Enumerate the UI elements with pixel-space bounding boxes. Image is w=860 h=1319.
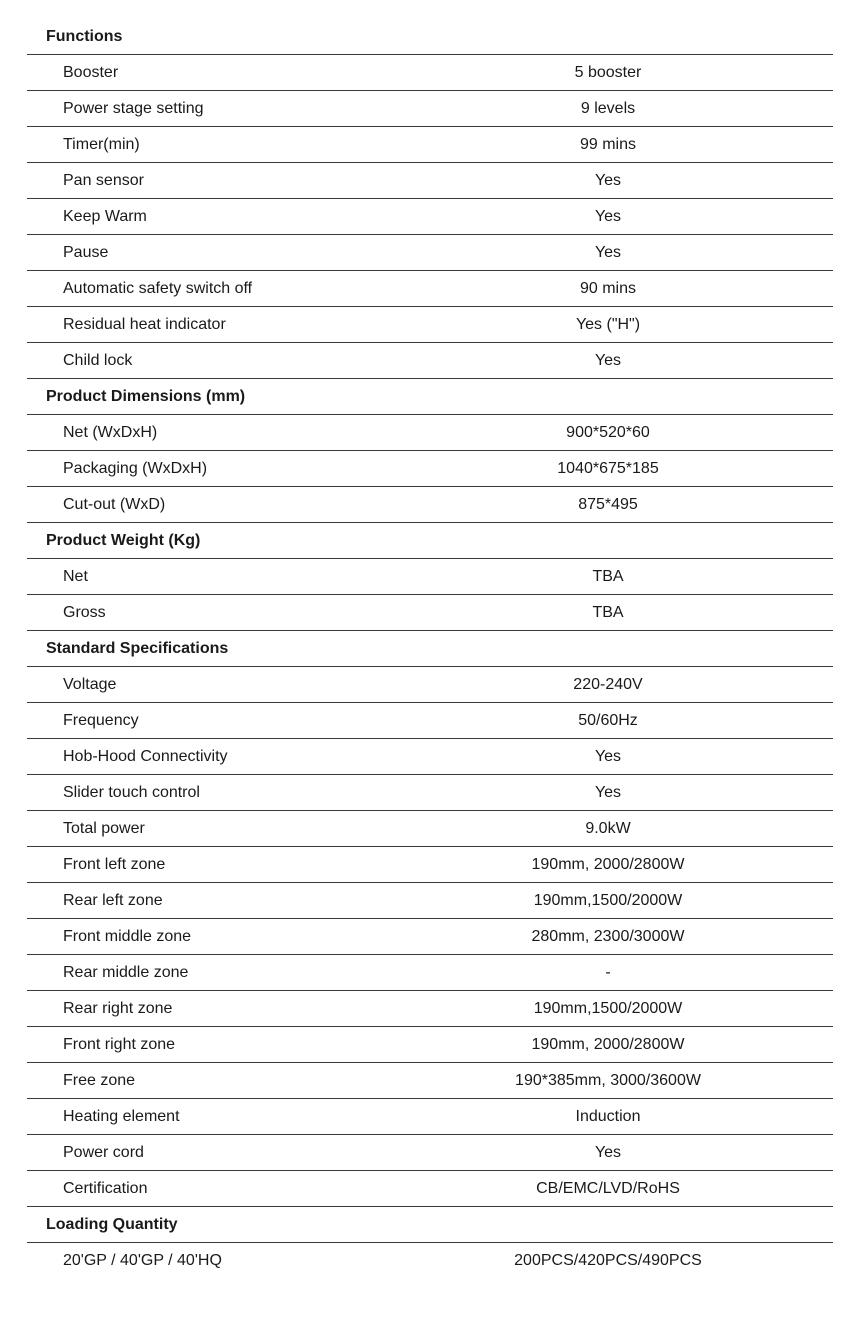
spec-row bbox=[27, 775, 833, 811]
section-header bbox=[27, 631, 833, 667]
spec-value: Yes bbox=[594, 243, 622, 261]
spec-label: Power stage setting bbox=[63, 99, 204, 117]
spec-label: Booster bbox=[63, 63, 119, 81]
spec-value: 99 mins bbox=[579, 135, 637, 153]
spec-label: Total power bbox=[63, 819, 145, 837]
spec-value: 190mm, 2000/2800W bbox=[531, 855, 685, 873]
spec-label: Hob-Hood Connectivity bbox=[63, 747, 228, 765]
spec-row bbox=[27, 1027, 833, 1063]
spec-label: Voltage bbox=[63, 675, 117, 693]
spec-value: Induction bbox=[575, 1107, 641, 1125]
spec-row bbox=[27, 559, 833, 595]
spec-value: Yes ("H") bbox=[575, 315, 641, 333]
spec-value: 220-240V bbox=[573, 675, 643, 693]
spec-row bbox=[27, 739, 833, 775]
spec-label: Cut-out (WxD) bbox=[63, 495, 166, 513]
spec-row bbox=[27, 199, 833, 235]
spec-value: 190mm,1500/2000W bbox=[533, 891, 683, 909]
section-header bbox=[27, 19, 833, 55]
spec-label: Frequency bbox=[63, 711, 139, 729]
spec-value: 9.0kW bbox=[585, 819, 631, 837]
spec-value: CB/EMC/LVD/RoHS bbox=[536, 1179, 680, 1197]
spec-value: 200PCS/420PCS/490PCS bbox=[514, 1251, 702, 1269]
spec-label: Certification bbox=[63, 1179, 148, 1197]
spec-label: Child lock bbox=[63, 351, 133, 369]
spec-row bbox=[27, 235, 833, 271]
spec-row bbox=[27, 1063, 833, 1099]
spec-label: Net (WxDxH) bbox=[63, 423, 158, 441]
section-title: Standard Specifications bbox=[46, 639, 229, 657]
spec-row bbox=[27, 667, 833, 703]
spec-label: Net bbox=[63, 567, 88, 585]
spec-row bbox=[27, 1243, 833, 1278]
spec-row bbox=[27, 271, 833, 307]
spec-value: 190*385mm, 3000/3600W bbox=[515, 1071, 701, 1089]
spec-label: Timer(min) bbox=[63, 135, 140, 153]
spec-label: Packaging (WxDxH) bbox=[63, 459, 208, 477]
spec-label: Heating element bbox=[63, 1107, 180, 1125]
spec-row bbox=[27, 55, 833, 91]
spec-row bbox=[27, 91, 833, 127]
spec-row bbox=[27, 1171, 833, 1207]
spec-label: Gross bbox=[63, 603, 106, 621]
spec-row bbox=[27, 847, 833, 883]
spec-row bbox=[27, 451, 833, 487]
spec-label: Front middle zone bbox=[63, 927, 192, 945]
spec-row bbox=[27, 415, 833, 451]
spec-value: Yes bbox=[594, 171, 622, 189]
spec-value: TBA bbox=[592, 603, 624, 621]
spec-row bbox=[27, 991, 833, 1027]
spec-value: 9 levels bbox=[580, 99, 636, 117]
spec-row bbox=[27, 955, 833, 991]
spec-row bbox=[27, 307, 833, 343]
spec-row bbox=[27, 811, 833, 847]
section-title: Functions bbox=[46, 27, 123, 45]
spec-value: Yes bbox=[594, 747, 622, 765]
spec-label: Slider touch control bbox=[63, 783, 200, 801]
spec-row bbox=[27, 343, 833, 379]
spec-value: 280mm, 2300/3000W bbox=[531, 927, 685, 945]
spec-value: TBA bbox=[592, 567, 624, 585]
spec-row bbox=[27, 127, 833, 163]
spec-label: Front left zone bbox=[63, 855, 166, 873]
spec-label: Rear middle zone bbox=[63, 963, 189, 981]
spec-value: 190mm, 2000/2800W bbox=[531, 1035, 685, 1053]
spec-label: Keep Warm bbox=[63, 207, 147, 225]
spec-row bbox=[27, 883, 833, 919]
spec-value: 5 booster bbox=[574, 63, 642, 81]
spec-label: Rear left zone bbox=[63, 891, 163, 909]
spec-label: Power cord bbox=[63, 1143, 144, 1161]
spec-value: 50/60Hz bbox=[578, 711, 638, 729]
spec-value: - bbox=[605, 963, 611, 981]
spec-value: Yes bbox=[594, 783, 622, 801]
spec-value: 90 mins bbox=[579, 279, 637, 297]
spec-label: Free zone bbox=[63, 1071, 136, 1089]
spec-table bbox=[27, 19, 833, 1278]
spec-row bbox=[27, 703, 833, 739]
spec-label: Pause bbox=[63, 243, 109, 261]
spec-row bbox=[27, 919, 833, 955]
section-header bbox=[27, 523, 833, 559]
spec-label: Residual heat indicator bbox=[63, 315, 226, 333]
spec-label: 20'GP / 40'GP / 40'HQ bbox=[63, 1251, 222, 1269]
spec-value: 190mm,1500/2000W bbox=[533, 999, 683, 1017]
spec-row bbox=[27, 1135, 833, 1171]
spec-row bbox=[27, 163, 833, 199]
spec-value: 875*495 bbox=[578, 495, 638, 513]
section-header bbox=[27, 379, 833, 415]
section-title: Product Dimensions (mm) bbox=[46, 387, 246, 405]
section-title: Product Weight (Kg) bbox=[46, 531, 201, 549]
spec-label: Rear right zone bbox=[63, 999, 173, 1017]
section-title: Loading Quantity bbox=[46, 1215, 178, 1233]
spec-label: Front right zone bbox=[63, 1035, 176, 1053]
spec-row bbox=[27, 487, 833, 523]
spec-value: 1040*675*185 bbox=[557, 459, 659, 477]
spec-value: Yes bbox=[594, 1143, 622, 1161]
spec-value: Yes bbox=[594, 207, 622, 225]
spec-label: Automatic safety switch off bbox=[63, 279, 253, 297]
spec-row bbox=[27, 595, 833, 631]
spec-label: Pan sensor bbox=[63, 171, 144, 189]
section-header bbox=[27, 1207, 833, 1243]
spec-value: 900*520*60 bbox=[566, 423, 650, 441]
spec-row bbox=[27, 1099, 833, 1135]
spec-value: Yes bbox=[594, 351, 622, 369]
